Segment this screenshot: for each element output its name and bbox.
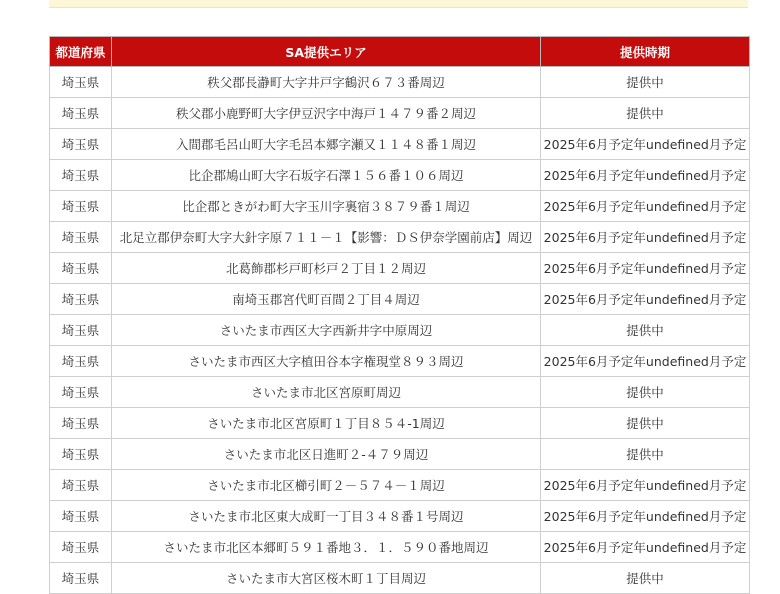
prefecture-cell: 埼玉県: [50, 191, 112, 222]
prefecture-cell: 埼玉県: [50, 284, 112, 315]
table-row: [50, 191, 750, 222]
area-cell: 比企郡ときがわ町大字玉川字裏宿３８７９番１周辺: [112, 191, 541, 222]
area-cell: 南埼玉郡宮代町百間２丁目４周辺: [112, 284, 541, 315]
availability-cell: 提供中: [541, 377, 750, 408]
table-row: [50, 501, 750, 532]
area-cell: さいたま市西区大字西新井字中原周辺: [112, 315, 541, 346]
prefecture-cell: 埼玉県: [50, 315, 112, 346]
table-row: [50, 377, 750, 408]
table-row: [50, 470, 750, 501]
table-row: [50, 253, 750, 284]
prefecture-cell: 埼玉県: [50, 532, 112, 563]
prefecture-cell: 埼玉県: [50, 253, 112, 284]
top-notice-banner: [49, 0, 748, 8]
availability-cell: 提供中: [541, 408, 750, 439]
table-row: [50, 532, 750, 563]
availability-cell: 提供中: [541, 439, 750, 470]
area-cell: 北足立郡伊奈町大字大針字原７１１－１【影響：ＤＳ伊奈学園前店】周辺: [112, 222, 541, 253]
availability-cell: 提供中: [541, 563, 750, 594]
table-row: [50, 408, 750, 439]
area-cell: さいたま市北区本郷町５９１番地３．１．５９０番地周辺: [112, 532, 541, 563]
prefecture-cell: 埼玉県: [50, 129, 112, 160]
area-cell: さいたま市大宮区桜木町１丁目周辺: [112, 563, 541, 594]
header-sa-area: SA提供エリア: [112, 37, 541, 67]
availability-cell: 2025年6月予定年undefined月予定: [541, 160, 750, 191]
table-row: [50, 346, 750, 377]
prefecture-cell: 埼玉県: [50, 377, 112, 408]
sa-area-table: [49, 36, 750, 594]
area-cell: さいたま市北区櫛引町２－５７４－１周辺: [112, 470, 541, 501]
area-cell: さいたま市西区大字植田谷本字権現堂８９３周辺: [112, 346, 541, 377]
area-cell: 比企郡鳩山町大字石坂字石澤１５６番１０６周辺: [112, 160, 541, 191]
prefecture-cell: 埼玉県: [50, 501, 112, 532]
availability-cell: 2025年6月予定年undefined月予定: [541, 501, 750, 532]
table-row: [50, 284, 750, 315]
availability-cell: 提供中: [541, 98, 750, 129]
area-cell: さいたま市北区日進町２-４７９周辺: [112, 439, 541, 470]
area-cell: さいたま市北区東大成町一丁目３４８番１号周辺: [112, 501, 541, 532]
table-row: [50, 439, 750, 470]
availability-cell: 提供中: [541, 315, 750, 346]
prefecture-cell: 埼玉県: [50, 222, 112, 253]
availability-cell: 2025年6月予定年undefined月予定: [541, 532, 750, 563]
availability-cell: 2025年6月予定年undefined月予定: [541, 191, 750, 222]
availability-cell: 提供中: [541, 67, 750, 98]
availability-cell: 2025年6月予定年undefined月予定: [541, 284, 750, 315]
table-header-row: [50, 37, 750, 67]
availability-cell: 2025年6月予定年undefined月予定: [541, 470, 750, 501]
table-row: [50, 129, 750, 160]
table-row: [50, 160, 750, 191]
header-prefecture: 都道府県: [50, 37, 112, 67]
area-cell: 北葛飾郡杉戸町杉戸２丁目１２周辺: [112, 253, 541, 284]
table-row: [50, 315, 750, 346]
prefecture-cell: 埼玉県: [50, 346, 112, 377]
header-availability: 提供時期: [541, 37, 750, 67]
prefecture-cell: 埼玉県: [50, 439, 112, 470]
area-cell: 秩父郡長瀞町大字井戸字鶴沢６７３番周辺: [112, 67, 541, 98]
prefecture-cell: 埼玉県: [50, 67, 112, 98]
availability-cell: 2025年6月予定年undefined月予定: [541, 129, 750, 160]
table-row: [50, 98, 750, 129]
prefecture-cell: 埼玉県: [50, 98, 112, 129]
table-body: [50, 67, 750, 594]
area-cell: さいたま市北区宮原町１丁目８５４-1周辺: [112, 408, 541, 439]
table-row: [50, 67, 750, 98]
table-row: [50, 222, 750, 253]
area-cell: さいたま市北区宮原町周辺: [112, 377, 541, 408]
availability-cell: 2025年6月予定年undefined月予定: [541, 253, 750, 284]
prefecture-cell: 埼玉県: [50, 563, 112, 594]
prefecture-cell: 埼玉県: [50, 408, 112, 439]
prefecture-cell: 埼玉県: [50, 470, 112, 501]
table-row: [50, 563, 750, 594]
availability-cell: 2025年6月予定年undefined月予定: [541, 346, 750, 377]
area-cell: 入間郡毛呂山町大字毛呂本郷字瀬又１１４８番１周辺: [112, 129, 541, 160]
availability-cell: 2025年6月予定年undefined月予定: [541, 222, 750, 253]
area-cell: 秩父郡小鹿野町大字伊豆沢字中海戸１４７９番２周辺: [112, 98, 541, 129]
prefecture-cell: 埼玉県: [50, 160, 112, 191]
